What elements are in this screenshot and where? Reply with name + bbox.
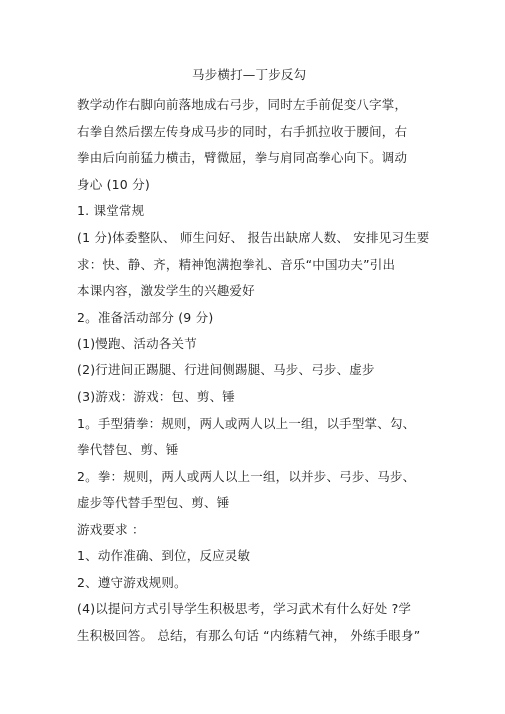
text-line-1: 教学动作右脚向前落地成右弓步，同时左手前促变八字掌， bbox=[77, 97, 408, 112]
text-line-7: 求：快、静、齐，精神饱满抱拳礼、音乐“中国功夫”引出 bbox=[77, 257, 396, 272]
text-line-19: 2、遵守游戏规则。 bbox=[77, 575, 187, 590]
text-line-16: 虚步等代替手型包、剪、锤 bbox=[77, 495, 230, 510]
text-line-21: 生积极回答。 总结，有那么句话 “内练精气神， 外练手眼身” bbox=[77, 628, 421, 643]
text-line-11: (2)行进间正踢腿、行进间侧踢腿、马步、弓步、虚步 bbox=[77, 362, 375, 377]
text-line-14: 拳代替包、剪、锤 bbox=[77, 442, 179, 457]
text-line-15: 2。拳：规则，两人或两人以上一组，以并步、弓步、马步、 bbox=[77, 469, 416, 484]
text-line-10: (1)慢跑、活动各关节 bbox=[77, 336, 197, 351]
section-heading-2: 2。准备活动部分 (9 分) bbox=[77, 310, 214, 325]
text-line-13: 1。手型猜拳：规则，两人或两人以上一组，以手型掌、勾、 bbox=[77, 416, 416, 431]
text-line-3: 拳由后向前猛力横击，臂微屈，拳与肩同高拳心向下。调动 bbox=[77, 150, 408, 165]
text-line-20: (4)以提问方式引导学生积极思考，学习武术有什么好处 ?学 bbox=[77, 601, 412, 616]
text-line-2: 右拳自然后摆左传身成马步的同时，右手抓拉收于腰间，右 bbox=[77, 124, 408, 139]
document-title: 马步横打—丁步反勾 bbox=[192, 67, 307, 82]
text-line-6: (1 分)体委整队、 师生问好、 报告出缺席人数、 安排见习生要 bbox=[77, 230, 430, 245]
text-line-4: 身心 (10 分) bbox=[77, 177, 150, 192]
text-line-17: 游戏要求 ： bbox=[77, 522, 145, 537]
section-heading-1: 1. 课堂常规 bbox=[77, 203, 145, 218]
text-line-18: 1、动作准确、到位，反应灵敏 bbox=[77, 548, 251, 563]
text-line-12: (3)游戏：游戏：包、剪、锤 bbox=[77, 389, 236, 404]
text-line-8: 本课内容，激发学生的兴趣爱好 bbox=[77, 283, 255, 298]
